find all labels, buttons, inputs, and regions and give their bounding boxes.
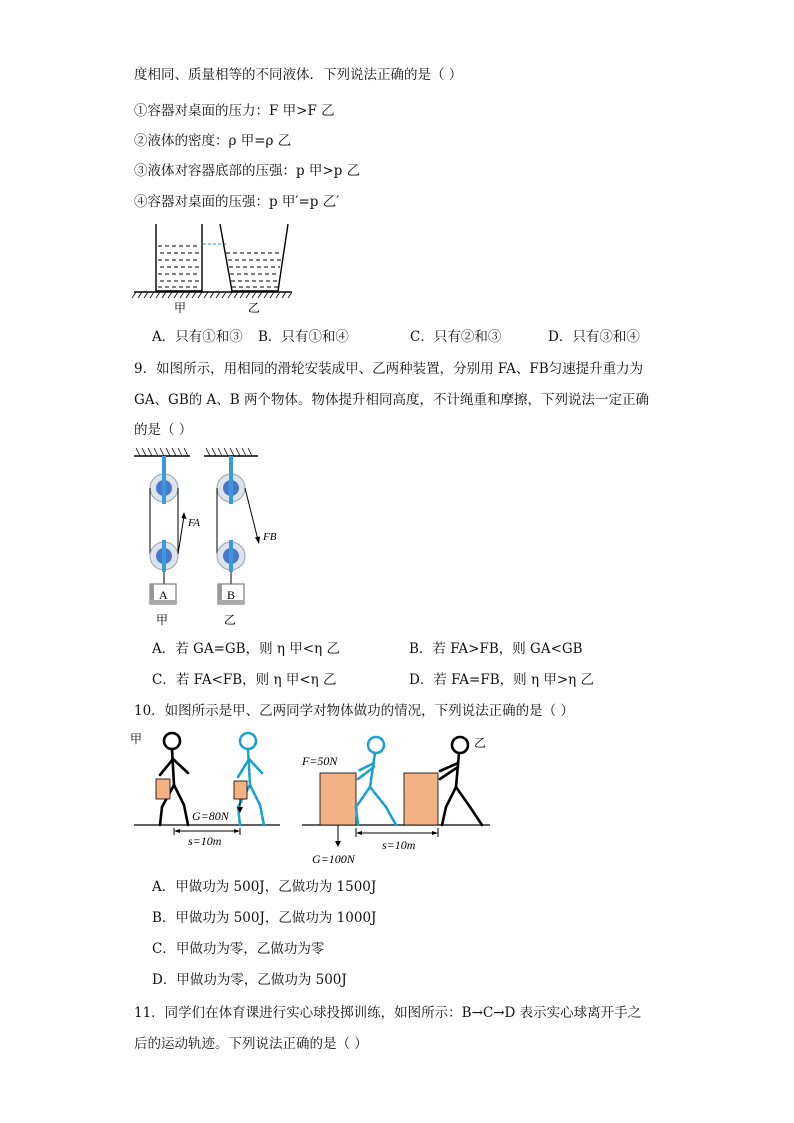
q8-fig-label-jia: 甲 <box>174 301 187 315</box>
q10-option-b: B．甲做功为 500J，乙做功为 1000J <box>152 910 377 926</box>
q10-option-c: C．甲做功为零，乙做功为零 <box>152 941 325 957</box>
q9-option-a: A．若 GA=GB，则 η 甲<η 乙 <box>152 641 340 657</box>
q9-label-yi: 乙 <box>224 613 237 627</box>
q9-stem-line-3: 的是（ ） <box>134 422 193 438</box>
q8-item-4: ④容器对桌面的压强：p 甲′=p 乙′ <box>134 194 340 210</box>
q8-option-b: B．只有①和④ <box>258 329 349 345</box>
q8-containers-figure <box>130 222 300 317</box>
q9-label-jia: 甲 <box>156 613 169 627</box>
q9-option-b: B．若 FA>FB，则 GA<GB <box>409 641 583 657</box>
q10-label-f50: F=50N <box>302 754 338 768</box>
q9-stem-line-1: 9．如图所示，用相同的滑轮安装成甲、乙两种装置，分别用 FA、FB匀速提升重力为 <box>134 361 644 377</box>
q9-option-d: D．若 FA=FB，则 η 甲>η 乙 <box>409 672 595 688</box>
q10-label-g80: G=80N <box>192 809 229 823</box>
q10-label-jia: 甲 <box>130 732 143 746</box>
q8-item-1: ①容器对桌面的压力：F 甲>F 乙 <box>134 103 335 119</box>
q10-label-s1: s=10m <box>188 834 222 848</box>
q9-box-a-label: A <box>159 588 168 602</box>
q10-option-a: A．甲做功为 500J，乙做功为 1500J <box>152 879 377 895</box>
q9-box-b-label: B <box>227 588 236 602</box>
q9-label-fb: FB <box>263 531 277 543</box>
q8-option-c: C．只有②和③ <box>410 329 502 345</box>
q8-item-3: ③液体对容器底部的压强：p 甲>p 乙 <box>134 163 361 179</box>
q9-stem-line-2: GA、GB的 A、B 两个物体。物体提升相同高度，不计绳重和摩擦，下列说法一定正确 <box>134 392 649 408</box>
q10-label-yi: 乙 <box>474 736 487 750</box>
q9-label-fa: FA <box>188 517 201 529</box>
q11-stem-line-1: 11．同学们在体育课进行实心球投掷训练，如图所示：B→C→D 表示实心球离开手之 <box>134 1005 642 1021</box>
q8-option-a: A．只有①和③ <box>152 329 243 345</box>
q10-label-s2: s=10m <box>382 838 416 852</box>
q8-stem-end: 度相同、质量相等的不同液体．下列说法正确的是（ ） <box>134 67 463 83</box>
q10-option-d: D．甲做功为零，乙做功为 500J <box>152 972 347 988</box>
q8-option-d: D．只有③和④ <box>548 329 640 345</box>
q10-label-g100: G=100N <box>312 852 355 866</box>
q10-work-figure <box>130 727 500 867</box>
q11-stem-line-2: 后的运动轨迹。下列说法正确的是（ ） <box>134 1036 368 1052</box>
q8-item-2: ②液体的密度：ρ 甲=ρ 乙 <box>134 133 292 149</box>
q10-stem: 10．如图所示是甲、乙两同学对物体做功的情况，下列说法正确的是（ ） <box>134 703 574 719</box>
q8-fig-label-yi: 乙 <box>248 301 261 315</box>
q9-pulley-figure <box>128 448 298 630</box>
q9-option-c: C．若 FA<FB，则 η 甲<η 乙 <box>152 672 337 688</box>
